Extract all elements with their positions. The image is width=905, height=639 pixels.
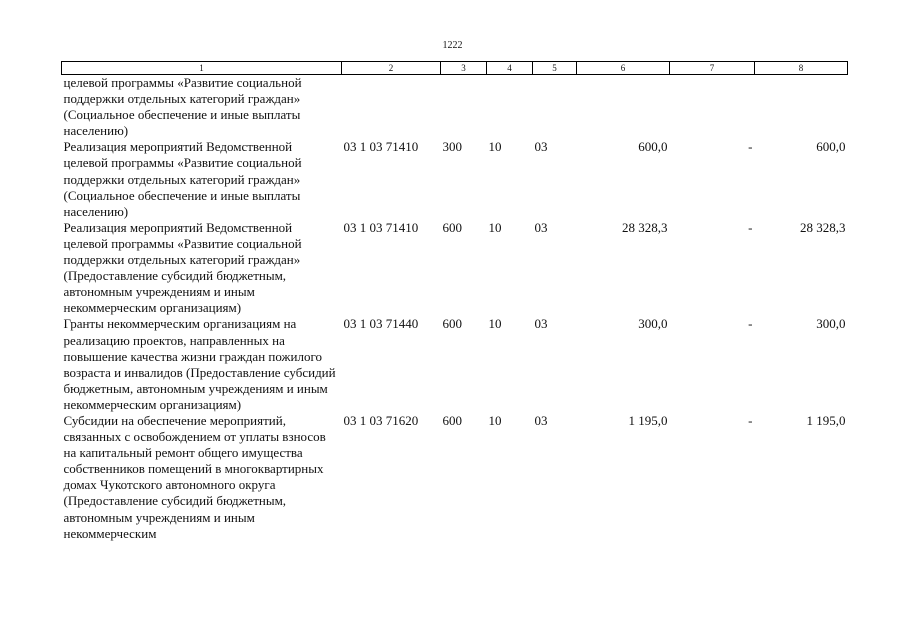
row-code: 03 1 03 71440 bbox=[343, 316, 419, 332]
column-header-1: 1 bbox=[62, 62, 342, 75]
row-amount bbox=[577, 75, 670, 140]
row-code: 03 1 03 71620 bbox=[343, 412, 419, 428]
table-row bbox=[62, 75, 848, 140]
row-section: 10 bbox=[488, 412, 502, 428]
row-code bbox=[342, 75, 441, 140]
row-change: - bbox=[748, 412, 753, 428]
row-amount: 300,0 bbox=[638, 316, 668, 332]
table-row bbox=[62, 139, 848, 219]
table-body bbox=[62, 75, 848, 542]
row-expense-type: 300 bbox=[442, 139, 462, 155]
row-subsection: 03 bbox=[534, 412, 548, 428]
row-change: - bbox=[748, 316, 753, 332]
row-subsection: 03 bbox=[534, 316, 548, 332]
row-expense-type bbox=[441, 75, 487, 140]
row-amount: 28 328,3 bbox=[622, 219, 668, 235]
row-expense-type: 600 bbox=[442, 316, 462, 332]
row-total bbox=[755, 75, 848, 140]
row-change: - bbox=[748, 219, 753, 235]
row-code: 03 1 03 71410 bbox=[343, 219, 419, 235]
table-row bbox=[62, 316, 848, 413]
column-header-2: 2 bbox=[342, 62, 441, 75]
column-header-8: 8 bbox=[755, 62, 848, 75]
row-expense-type: 600 bbox=[442, 412, 462, 428]
row-expense-type: 600 bbox=[442, 219, 462, 235]
row-description: целевой программы «Развитие социальной поддержки отдельных категорий граждан» (Социальное обеспечение и иные выплаты населению) bbox=[63, 75, 302, 139]
row-total: 28 328,3 bbox=[800, 219, 846, 235]
row-description: Гранты некоммерческим организациям на реализацию проектов, направленных на повышение качества жизни граждан пожилого возраста и инвалидов (Предоставление субсидий бюджетным, автономным учреждениям и иным некоммерческим организациям) bbox=[63, 316, 336, 412]
row-description: Реализация мероприятий Ведомственной целевой программы «Развитие социальной поддержки отдельных категорий граждан» (Предоставление субсидий бюджетным, автономным учреждениям и иным некоммерческим организациям) bbox=[63, 219, 302, 316]
row-total: 600,0 bbox=[816, 139, 846, 155]
row-change bbox=[670, 75, 755, 140]
row-section bbox=[487, 75, 533, 140]
row-total: 300,0 bbox=[816, 316, 846, 332]
row-amount: 1 195,0 bbox=[628, 412, 668, 428]
table-header bbox=[62, 62, 848, 75]
row-subsection bbox=[533, 75, 577, 140]
row-section: 10 bbox=[488, 139, 502, 155]
column-header-6: 6 bbox=[577, 62, 670, 75]
column-number-row bbox=[62, 62, 848, 75]
row-code: 03 1 03 71410 bbox=[343, 139, 419, 155]
row-subsection: 03 bbox=[534, 219, 548, 235]
table-row bbox=[62, 413, 848, 542]
row-total: 1 195,0 bbox=[806, 412, 846, 428]
column-header-7: 7 bbox=[670, 62, 755, 75]
row-section: 10 bbox=[488, 219, 502, 235]
row-change: - bbox=[748, 139, 753, 155]
row-amount: 600,0 bbox=[638, 139, 668, 155]
row-subsection: 03 bbox=[534, 139, 548, 155]
row-section: 10 bbox=[488, 316, 502, 332]
column-header-4: 4 bbox=[487, 62, 533, 75]
column-header-5: 5 bbox=[533, 62, 577, 75]
row-description: Реализация мероприятий Ведомственной целевой программы «Развитие социальной поддержки отдельных категорий граждан» (Социальное обеспечение и иные выплаты населению) bbox=[63, 139, 302, 219]
table-row bbox=[62, 220, 848, 317]
page-number: 1222 bbox=[442, 40, 463, 51]
column-header-3: 3 bbox=[441, 62, 487, 75]
row-description: Субсидии на обеспечение мероприятий, связанных с освобождением от уплаты взносов на капитальный ремонт общего имущества собственников помещений в многоквартирных домах Чукотского автономного округа (Предоставление субсидий бюджетным, автономным учреждениям и иным некоммерческим bbox=[63, 412, 326, 541]
budget-table bbox=[61, 61, 848, 542]
